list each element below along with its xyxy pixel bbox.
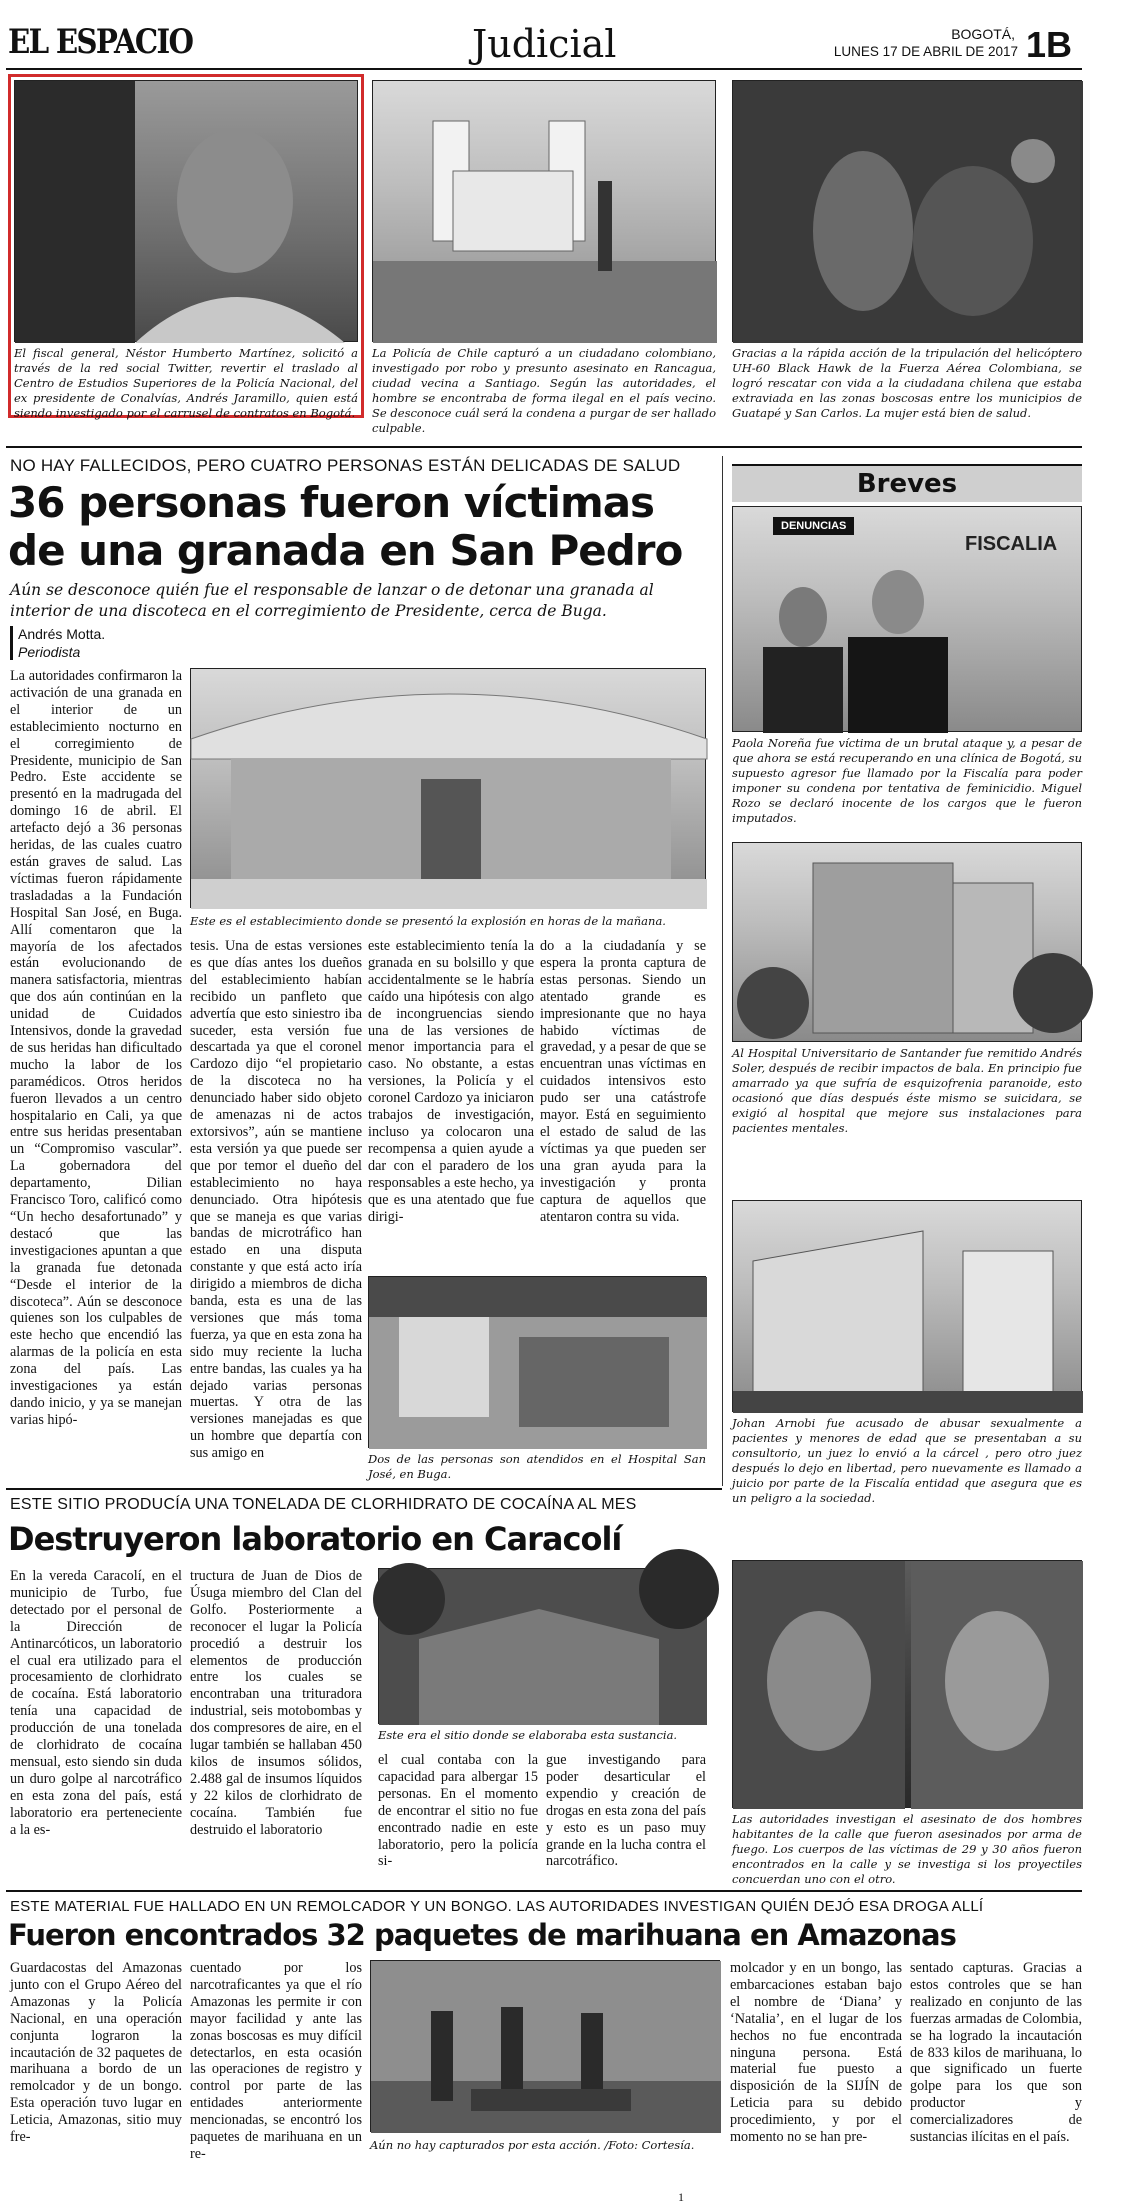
establishment-caption: Este es el establecimiento donde se presentó la explosión en horas de la mañana. <box>190 914 666 928</box>
amazonas-kicker: ESTE MATERIAL FUE HALLADO EN UN REMOLCADOR Y UN BONGO. LAS AUTORIDADES INVESTIGAN QUIÉN DEJÓ ESA DROGA ALLÍ <box>10 1898 984 1915</box>
masthead-rule <box>6 68 1082 70</box>
granada-column-4: do a la ciudadanía y se espera la pronta captura de estas personas. Siendo un atentado grande es impresionante que no haya habido víctimas de gravedad, y a pesar de que se encuentran unas víctimas en cuidados intensivos esto pudo ser una catástrofe mayor. Está en seguimiento el estado de salud de las víctimas ya que pueden ser una gran ayuda para la investigación y pronta captura de aquellos que atentaron contra su vida. <box>540 938 706 1225</box>
victims-faces-graphic <box>733 1561 1083 1809</box>
masthead-date: LUNES 17 DE ABRIL DE 2017 <box>833 44 1018 59</box>
author-name: Andrés Motta. <box>18 626 106 642</box>
breves-header <box>732 464 1082 502</box>
author-role: Periodista <box>18 644 81 660</box>
granada-headline-line1: 36 personas fueron víctimas <box>8 478 655 527</box>
breves-caption-4: Las autoridades investigan el asesinato de dos hombres habitantes de la calle que fueron asesinados por arma de fuego. Los cuerpos de las víctimas de 29 y 30 años fueron encontrados en la calle y se investiga si los proyectiles concuerdan uno con el otro. <box>732 1812 1082 1886</box>
caracoli-column-1: En la vereda Caracolí, en el municipio de Turbo, fue detectado por el personal de la Dirección de Antinarcóticos, un laboratorio el cual era utilizado para el procesamiento de clorhidrato de cocaína. Está laboratorio tenía una capacidad de producción de una tonelada de clorhidrato de cocaína mensual, esto siendo sin duda un duro golpe al narcotráfico en esta zona del país, está laboratorio era perteneciente a la es- <box>10 1568 182 1838</box>
chile-church-photo <box>372 80 716 342</box>
breves-caption-2: Al Hospital Universitario de Santander fue remitido Andrés Soler, después de recibir impactos de bala. En principio fue amarrado ya que sufría de esquizofrenia paranoide, esto ocasionó que días después éste mismo se suicidara, se exigió al hospital que mejore sus instalaciones para pacientes mentales. <box>732 1046 1082 1135</box>
amazonas-headline: Fueron encontrados 32 paquetes de marihuana en Amazonas <box>8 1918 956 1952</box>
caracoli-column-3: el cual contaba con la capacidad para albergar 15 personas. En el momento de encontrar el sitio no fue encontrado nadie en este laboratorio, pero la policía si- <box>378 1752 538 1870</box>
laboratory-caption: Este era el sitio donde se elaboraba esta sustancia. <box>378 1728 678 1742</box>
granada-column-2: tesis. Una de estas versiones es que días antes los dueños del establecimiento habían recibido un panfleto que advertía que esto siniestro iba suceder, esta versión fue descartada ya que el coronel Cardozo dijo “el propietario de la discoteca no ha denunciado haber sido objeto de amenazas ni de actos extorsivos”, aún se mantiene esta versión ya que puede ser que por temor el dueño del establecimiento no haya denunciado. Otra hipótesis que se maneja es que varias bandas de microtráfico han estado en una disputa constante y que está acto iría dirigido a miembros de dicha banda, esta es una de las versiones que más toma fuerza, ya que en esta zona ha sido muy reciente la lucha entre bandas, las cuales ya ha dejado varias personas muertas. Y otra de las versiones manejadas es que un hombre que departía con sus amigo en <box>190 938 362 1462</box>
marihuana-caption: Aún no hay capturados por esta acción. /Foto: Cortesía. <box>370 2138 695 2152</box>
fiscal-portrait-graphic <box>15 81 359 343</box>
hospital-entrance-graphic <box>369 1277 707 1449</box>
establishment-photo <box>190 668 706 908</box>
helicopter-rescue-photo <box>732 80 1082 342</box>
granada-right-divider <box>722 456 723 1486</box>
denuncias-badge: DENUNCIAS <box>773 517 854 535</box>
amazonas-column-3: molcador y en un bongo, las embarcaciones estaban bajo el nombre de ‘Diana’ y ‘Natalia’, en el lugar de los hechos no fue encontrada ninguna persona. Está material fue puesto a disposición de la SIJÍN de Leticia para su debido procedimiento, y por el momento no se han pre- <box>730 1960 902 2146</box>
granada-headline-line2: de una granada en San Pedro <box>8 526 683 575</box>
hospital-san-jose-photo <box>368 1276 706 1448</box>
marihuana-seizure-photo <box>370 1960 720 2132</box>
fiscal-photo <box>14 80 358 342</box>
tent-graphic <box>191 669 707 909</box>
fiscalia-building-graphic <box>733 1201 1083 1413</box>
fiscalia-sign: FISCALIA <box>965 533 1058 555</box>
breves-title: Breves <box>856 469 958 499</box>
breves-photo-2 <box>732 842 1082 1042</box>
chile-caption: La Policía de Chile capturó a un ciudadano colombiano, investigado por robo y presunto asesinato en Rancagua, ciudad vecina a Santiago. Según las autoridades, el hombre se encontraba de forma ilegal en el país vecino. Se desconoce cuál será la condena a purgar de ser hallado culpable. <box>372 346 716 435</box>
caracoli-column-2: tructura de Juan de Dios de Úsuga miembro del Clan del Golfo. Posteriormente a reconocer el lugar la Policía procedió a destruir los elementos de producción entre los cuales se encontraban una trituradora industrial, seis motobombas y dos compresores de aire, en el lugar también se hallaban 450 kilos de insumos sólidos, 2.488 gal de insumos líquidos y 22 kilos de clorhidrato de cocaína. También fue destruido el laboratorio <box>190 1568 362 1838</box>
breves-photo-1 <box>732 506 1082 732</box>
caracoli-kicker: ESTE SITIO PRODUCÍA UNA TONELADA DE CLORHIDRATO DE COCAÍNA AL MES <box>10 1496 637 1513</box>
granada-deck: Aún se desconoce quién fue el responsable de lanzar o de detonar una granada al interior de una discoteca en el corregimiento de Presidente, cerca de Buga. <box>10 581 654 620</box>
granada-column-1: La autoridades confirmaron la activación de una granada en el interior de un establecimiento nocturno en el corregimiento de Presidente, municipio de San Pedro. Este accidente se presentó en la madrugada del domingo 16 de abril. El artefacto dejó a 36 personas heridas, de las cuales cuatro están graves de salud. Las víctimas fueron rápidamente trasladadas a la Fundación Hospital San José, en Buga. Allí comentaron que la mayoría de los afectados están evolucionando de manera satisfactoria, mientras que dos aún continúan en la unidad de Cuidados Intensivos, donde la gravedad de sus heridas han dificultado mucho la labor de los paramédicos. Otros heridos fueron llevados a un centro hospitalario en Cali, ya que entre sus heridas presentaban un “Compromiso vascular”. La gobernadora del departamento, Dilian Francisco Toro, calificó como “Un hecho desafortunado” y destacó que las investigaciones apuntan a que la granada fue detonada “Desde el interior de la discoteca”. Aún se desconoce quienes son los culpables de este hecho que encendió las alarmas de la policía en esta zona del país. Las investigaciones ya están dando inicio, y ya se manejan varias hipó- <box>10 668 182 1428</box>
masthead-paper-name: EL ESPACIO <box>8 22 193 62</box>
breves-caption-3: Johan Arnobi fue acusado de abusar sexualmente a pacientes y menores de edad que se presentaban a su consultorio, un juez lo envió a la cárcel , pero otro juez después lo dejo en libertad, pero nuevamente es llamado a juicio por parte de la Fiscalía entidad que asegura que es un peligro a la sociedad. <box>732 1416 1082 1505</box>
masthead-city: BOGOTÁ, <box>951 26 1015 42</box>
author-bar <box>10 626 13 660</box>
footer-folio: 1 <box>678 2190 684 2204</box>
breves-photo-3 <box>732 1200 1082 1412</box>
fiscal-caption: El fiscal general, Néstor Humberto Martínez, solicitó a través de la red social Twitter, revertir el traslado al Centro de Estudios Superiores de la Policía Nacional, del ex presidente de Conalvías, Andrés Jaramillo, quien está siendo investigado por el carrusel de contratos en Bogotá. <box>14 346 358 420</box>
amazonas-column-1: Guardacostas del Amazonas junto con el Grupo Aéreo del Amazonas y la Policía Nacional, en una operación conjunta lograron la incautación de 32 paquetes de marihuana a bordo de un remolcador y de un bongo. Esta operación tuvo lugar en Leticia, Amazonas, sitio muy fre- <box>10 1960 182 2146</box>
caracoli-headline: Destruyeron laboratorio en Caracolí <box>8 1520 622 1558</box>
breves-photo-4 <box>732 1560 1082 1808</box>
page-number: 1B <box>1026 24 1073 65</box>
university-hospital-graphic <box>733 843 1083 1043</box>
seizure-graphic <box>371 1961 721 2133</box>
amazonas-column-2: cuentado por los narcotraficantes ya que el río Amazonas les permite ir con mayor facilidad y ante las zonas boscosas es muy difícil detectarlos, en esta ocasión las operaciones de registro y control por parte de las entidades anteriormente mencionadas, se encontró los paquetes de marihuana en un re- <box>190 1960 362 2162</box>
granada-kicker: NO HAY FALLECIDOS, PERO CUATRO PERSONAS ESTÁN DELICADAS DE SALUD <box>10 456 681 475</box>
amazonas-column-4: sentado capturas. Gracias a estos controles que se han realizado en conjunto de las fuerzas armadas de Colombia, se ha logrado la incautación de 833 kilos de marihuana, lo que significado un fuerte golpe para los que son productor y comercializadores de sustancias ilícitas en el país. <box>910 1960 1082 2146</box>
amazonas-top-rule <box>6 1890 1082 1892</box>
laboratory-photo <box>378 1568 706 1724</box>
helicopter-interior-graphic <box>733 81 1083 343</box>
breves-caption-1: Paola Noreña fue víctima de un brutal ataque y, a pesar de que ahora se está recuperando en una clínica de Bogotá, su supuesto agresor fue llamado por la Fiscalía para poder imponer su condena por tentativa de feminicidio. Miguel Rozo se declaró inocente de los cargos que le fueron imputados. <box>732 736 1082 825</box>
detainees-graphic <box>733 507 1083 733</box>
caracoli-top-rule <box>6 1488 722 1490</box>
section-title: Judicial <box>472 22 617 66</box>
helicopter-caption: Gracias a la rápida acción de la tripulación del helicóptero UH-60 Black Hawk de la Fuerza Aérea Colombiana, se logró rescatar con vida a la ciudadana chilena que estaba extraviada en las zonas boscosas entre los municipios de Guatapé y San Carlos. La mujer está bien de salud. <box>732 346 1082 420</box>
granada-column-3: este establecimiento tenía la granada en su bolsillo y que accidentalmente se le habría caído una hipótesis con algo de incongruencias siendo una de las versiones de menor importancia para el caso. No obstante, a estas versiones, la Policía y el coronel Cardozo ya iniciaron trabajos de investigación, incluso ya colocaron una recompensa a quien ayude a dar con el paradero de los responsables a este hecho, ya que es una atentado que fue dirigi- <box>368 938 534 1225</box>
church-graphic <box>373 81 717 343</box>
top-section-rule <box>6 446 1082 448</box>
hospital-san-jose-caption: Dos de las personas son atendidos en el Hospital San José, en Buga. <box>368 1452 706 1481</box>
caracoli-column-4: gue investigando para poder desarticular el expendio y creación de drogas en esta zona del país y esto es un paso muy grande en la lucha contra el narcotráfico. <box>546 1752 706 1870</box>
jungle-lab-graphic <box>379 1569 707 1725</box>
